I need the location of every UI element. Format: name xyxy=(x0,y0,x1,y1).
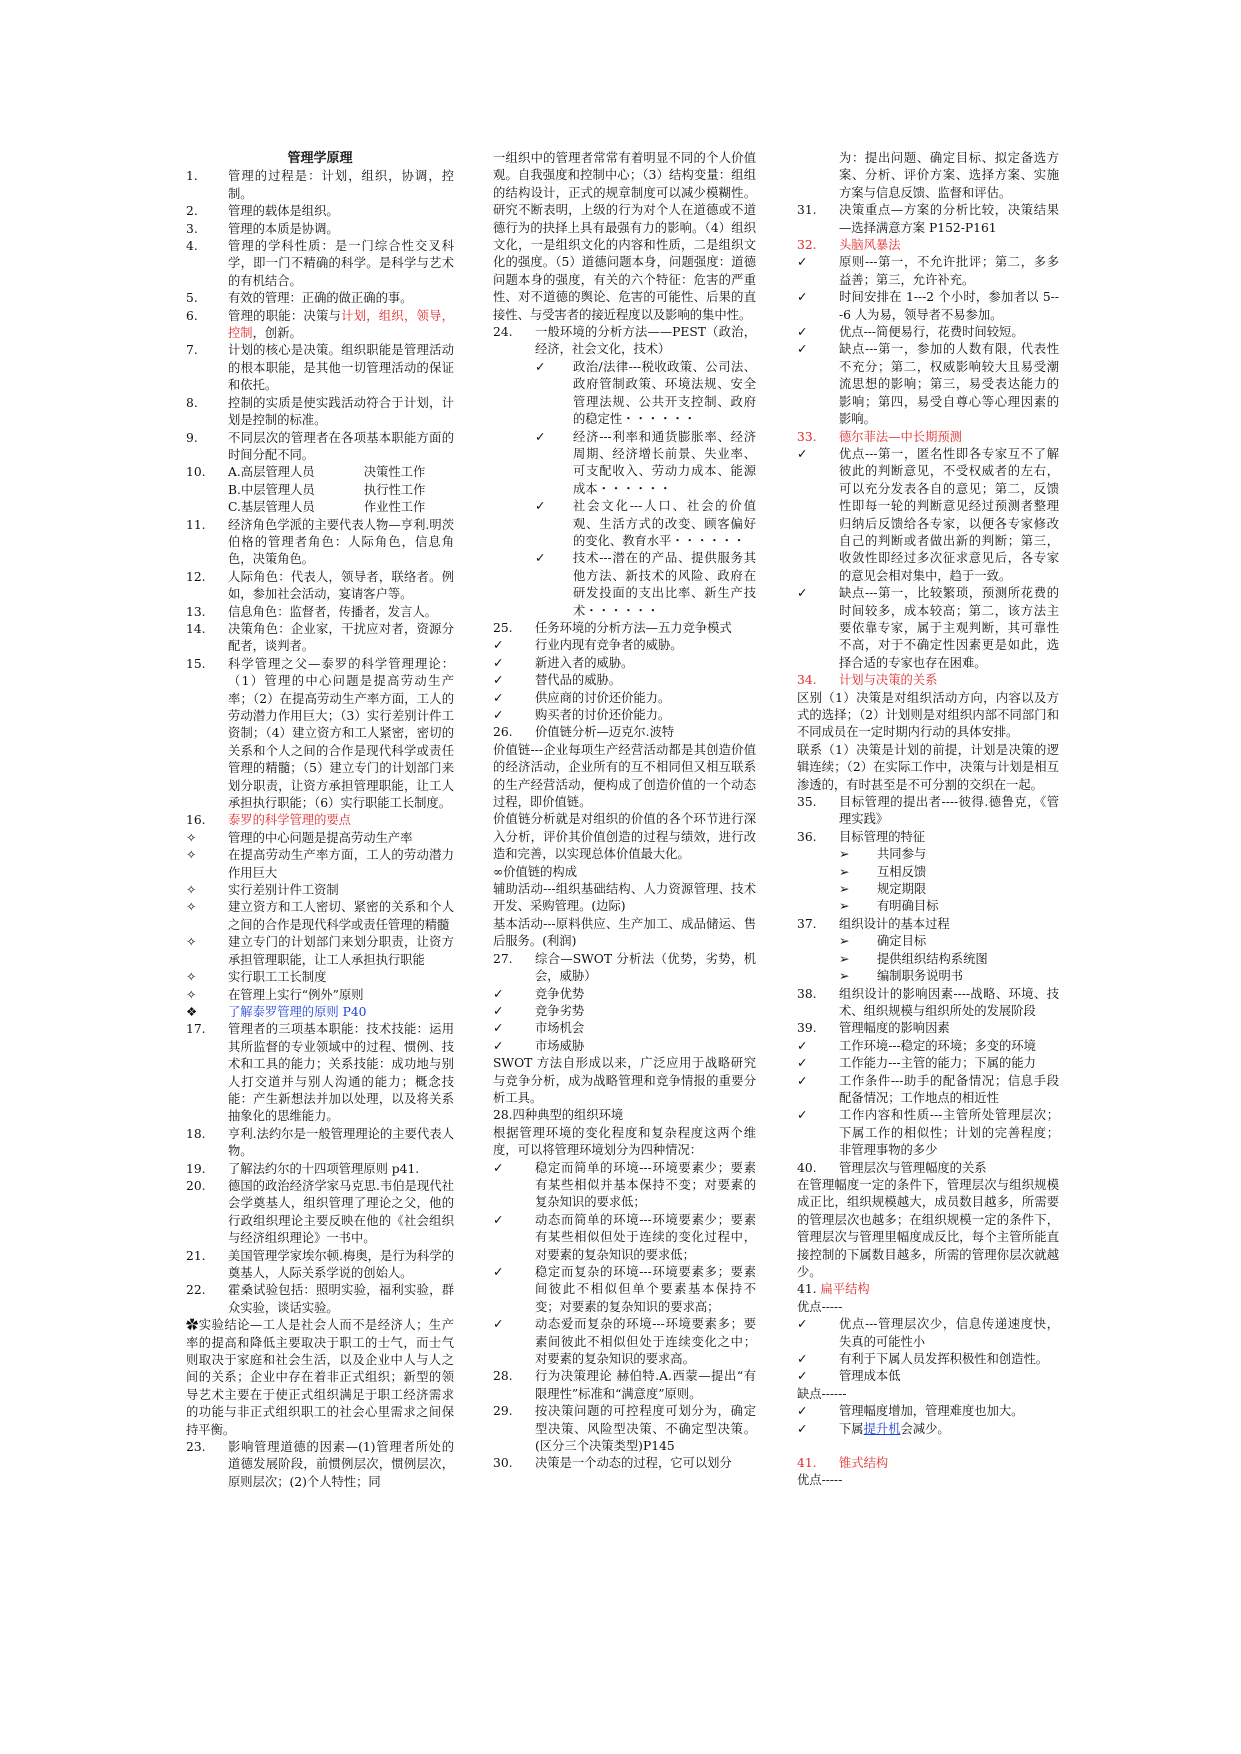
list-item xyxy=(493,655,756,672)
item-text: 新进入者的威胁。 xyxy=(535,655,634,670)
checkmark-icon: ✓ xyxy=(797,1108,808,1123)
list-item xyxy=(535,550,756,620)
list-item xyxy=(797,1107,1059,1159)
arrow-bullet-icon: ➢ xyxy=(839,847,850,862)
column-right xyxy=(797,150,1059,1490)
col3-entry-38-part-0: 下属 xyxy=(839,1421,864,1436)
list-item xyxy=(186,238,454,290)
checkmark-icon: ✓ xyxy=(493,673,504,688)
item-number: 14. xyxy=(186,621,206,636)
item-number: 7. xyxy=(186,343,198,358)
item-text: 行业内现有竞争者的威胁。 xyxy=(535,638,683,653)
checkmark-icon: ✓ xyxy=(493,638,504,653)
list-item xyxy=(493,1368,756,1403)
list-item xyxy=(797,1073,1059,1108)
paragraph: 根据管理环境的变化程度和复杂程度这两个维度，可以将管理环境划分为四种情况： xyxy=(493,1125,756,1158)
item-number: 22. xyxy=(186,1283,206,1298)
item-text: 市场威胁 xyxy=(535,1038,585,1053)
list-item xyxy=(186,934,454,969)
checkmark-icon: ✓ xyxy=(797,1421,808,1436)
col1-entry-10-line-0: A.高层管理人员 决策性工作 xyxy=(228,465,426,480)
checkmark-icon: ✓ xyxy=(797,1073,808,1088)
list-item xyxy=(797,1403,1059,1420)
item-text: 组织设计的影响因素----战略、环境、技术、组织规模与组织所处的发展阶段 xyxy=(839,986,1059,1018)
item-number: 3. xyxy=(186,221,198,236)
item-text: 综合—SWOT 分析法（优势，劣势，机会，威胁） xyxy=(535,951,756,984)
list-item xyxy=(186,308,454,343)
item-text: 建立资方和工人密切、紧密的关系和个人之间的合作是现代科学或责任管理的精髓 xyxy=(228,900,454,932)
item-text: 动态而简单的环境---环境要素少；要素有某些相似但处于连续的变化过程中，对要素的复杂知识的要求低； xyxy=(535,1212,756,1262)
arrow-bullet-icon: ➢ xyxy=(839,882,850,897)
list-item xyxy=(493,1212,756,1264)
item-text: 管理幅度的影响因素 xyxy=(839,1021,950,1036)
checkmark-icon: ✓ xyxy=(493,1038,504,1053)
checkmark-icon: ✓ xyxy=(493,1160,504,1175)
list-item xyxy=(186,1126,454,1161)
list-item xyxy=(186,1248,454,1283)
item-text: 管理的本质是协调。 xyxy=(228,221,339,236)
list-item xyxy=(493,637,756,654)
item-text: 动态爱而复杂的环境---环境要素多；要素间彼此不相似但处于连续变化之中；对要素的复杂知识的要求高。 xyxy=(535,1317,756,1367)
item-number: 34. xyxy=(797,673,817,688)
list-item xyxy=(186,1282,454,1317)
list-item xyxy=(493,1455,756,1472)
list-item xyxy=(797,289,1059,324)
checkmark-icon: ✓ xyxy=(797,1056,808,1071)
list-item xyxy=(797,1038,1059,1055)
checkmark-icon: ✓ xyxy=(797,325,808,340)
item-number: 29. xyxy=(493,1404,513,1419)
item-text: 工作能力---主管的能力；下属的能力 xyxy=(839,1056,1036,1071)
list-item xyxy=(186,430,454,465)
list-item xyxy=(186,569,454,604)
item-number: 40. xyxy=(797,1160,817,1175)
column-left xyxy=(186,150,454,1491)
checkmark-icon: ✓ xyxy=(797,290,808,305)
list-item xyxy=(186,621,454,656)
item-text: 在提高劳动生产率方面，工人的劳动潜力作用巨大 xyxy=(228,848,454,880)
item-text: 科学管理之父—泰罗的科学管理理论：（1）管理的中心问题是提高劳动生产率；（2）在提高劳动生产率方面，工人的劳动潜力作用巨大；（3）实行差别计件工资制；（4）建立资方和工人紧密，密切的关系和个人之间的合作是现代科学或责任管理的精髓；（5）建立专门的计划部门来划分职责，让资方承担管理职能，让工人承担执行职能；（6）实行职能工长制度。 xyxy=(228,656,454,811)
list-item xyxy=(797,1020,1059,1037)
checkmark-icon: ✓ xyxy=(797,1352,808,1367)
diamond-bullet-icon: ❖ xyxy=(186,1004,198,1019)
checkmark-icon: ✓ xyxy=(797,586,808,601)
list-item xyxy=(797,585,1059,672)
item-number: 21. xyxy=(186,1248,206,1263)
item-number: 20. xyxy=(186,1178,206,1193)
col1-entry-6-part-2: ，创新。 xyxy=(252,326,302,341)
paragraph: 优点----- xyxy=(797,1473,843,1488)
item-text: 技术---潜在的产品、提供服务其他方法、新技术的风险、政府在研发投面的支出比率、新生产技术・・・・・・ xyxy=(573,551,756,618)
checkmark-icon: ✓ xyxy=(493,708,504,722)
item-text xyxy=(839,1421,1059,1438)
list-item xyxy=(493,620,756,637)
star-bullet-icon: ✧ xyxy=(186,830,197,845)
item-text: 编制职务说明书 xyxy=(877,969,964,984)
item-number: 13. xyxy=(186,604,206,619)
item-text: 信息角色：监督者，传播者，发言人。 xyxy=(228,604,438,619)
arrow-bullet-icon: ➢ xyxy=(839,951,850,966)
list-item xyxy=(797,1351,1059,1368)
list-item xyxy=(797,254,1059,289)
item-text: 行为决策理论 赫伯特.A.西蒙—提出“有限理性”标准和“满意度”原则。 xyxy=(535,1369,756,1401)
paragraph: 为：提出问题、确定目标、拟定备选方案、分析、评价方案、选择方案、实施方案与信息反馈、监督和评估。 xyxy=(839,151,1059,200)
checkmark-icon: ✓ xyxy=(493,1021,504,1036)
item-text: 提供组织结构系统图 xyxy=(877,951,988,966)
checkmark-icon: ✓ xyxy=(493,690,504,705)
list-item xyxy=(493,672,756,689)
item-text: 规定期限 xyxy=(877,882,927,897)
list-item xyxy=(186,1161,454,1178)
col3-entry-38-part-1[interactable]: 提升机 xyxy=(863,1421,901,1436)
col1-entry-6-part-0: 管理的职能：决策与 xyxy=(228,308,342,323)
list-item xyxy=(493,1264,756,1316)
list-item xyxy=(839,968,1059,985)
item-text: 计划与决策的关系 xyxy=(839,673,938,688)
item-number: 16. xyxy=(186,813,206,828)
list-item xyxy=(535,498,756,550)
item-text: 优点---第一，匿名性即各专家互不了解彼此的判断意见，不受权威者的左右，可以充分发表各自的意见；第二，反馈性即每一轮的判断意见经过预测者整理归纳后反馈给各专家，以便各专家修改自己的判断或者做出新的判断；第三，收敛性即经过多次征求意见后，各专家的意见会相对集中，趋于一致。 xyxy=(839,446,1059,583)
item-text: 缺点---第一，参加的人数有限，代表性不充分；第二，权威影响较大且易受潮流思想的影响；第三，易受表达能力的影响；第四，易受自尊心等心理因素的影响。 xyxy=(839,342,1059,427)
col3-entry-31-part-1: 扁平结构 xyxy=(820,1282,870,1297)
item-text: 竞争劣势 xyxy=(535,1003,585,1018)
list-item xyxy=(493,1038,756,1055)
list-item xyxy=(493,690,756,707)
list-item xyxy=(186,812,454,829)
item-text: 有效的管理：正确的做正确的事。 xyxy=(228,291,413,306)
list-item xyxy=(186,464,454,516)
item-text: 锥式结构 xyxy=(839,1456,889,1471)
item-text xyxy=(228,308,454,343)
list-item xyxy=(839,881,1059,898)
item-number: 39. xyxy=(797,1021,817,1036)
item-text: 有利于下属人员发挥积极性和创造性。 xyxy=(839,1352,1049,1367)
item-text: 实行差别计件工资制 xyxy=(228,883,339,898)
list-item xyxy=(493,724,756,741)
paragraph: 在管理幅度一定的条件下，管理层次与组织规模成正比，组织规模越大，成员数目越多，所需要的管理层次也越多；在组织规模一定的条件下，管理层次与管理里幅度成反比，每个主管所能直接控制的下属数目越多，所需的管理你层次就越少。 xyxy=(797,1177,1059,1279)
list-item xyxy=(186,168,454,203)
item-text: 管理成本低 xyxy=(839,1369,901,1384)
paragraph: 一组织中的管理者常常有着明显不同的个人价值观。自我强度和控制中心；（3）结构变量：组组的结构设计，正式的规章制度可以减少模糊性。研究不断表明，上级的行为对个人在道德或不道德行为的抉择上具有最强有力的影响。（4）组织文化，一是组织文化的内容和性质，二是组织文化的强度。（5）道德问题本身，问题强度：道德问题本身的强度，有关的六个特征：危害的严重性、对不道德的舆论、危害的可能性、后果的直接性、与受害者的接近程度以及影响的集中性。 xyxy=(493,151,756,322)
item-text: 目标管理的提出者----彼得.德鲁克，《管理实践》 xyxy=(839,795,1059,827)
item-text xyxy=(228,464,454,516)
paragraph: 价值链分析就是对组织的价值的各个环节进行深入分析，评价其价值创造的过程与绩效，进行改造和完善，以实现总体价值最大化。 xyxy=(493,812,756,862)
checkmark-icon: ✓ xyxy=(493,1003,504,1018)
item-number: 23. xyxy=(186,1440,206,1455)
paragraph: SWOT 方法自形成以来，广泛应用于战略研究与竞争分析，成为战略管理和竞争情报的重要分析工具。 xyxy=(493,1056,756,1105)
list-item xyxy=(186,290,454,307)
checkmark-icon: ✓ xyxy=(797,342,808,357)
list-item xyxy=(797,1421,1059,1438)
checkmark-icon: ✓ xyxy=(493,986,504,1001)
item-text: 购买者的讨价还价能力。 xyxy=(535,708,671,722)
item-text: 经济角色学派的主要代表人物—亨利.明茨伯格的管理者角色：人际角色，信息角色，决策角色。 xyxy=(228,517,454,567)
item-text: 决策重点—方案的分析比较，决策结果—选择满意方案 P152-P161 xyxy=(839,203,1059,235)
item-number: 38. xyxy=(797,986,817,1001)
col1-entry-10-line-2: C.基层管理人员 作业性工作 xyxy=(228,500,426,515)
list-item xyxy=(797,237,1059,254)
list-item xyxy=(797,341,1059,428)
checkmark-icon: ✓ xyxy=(493,1265,504,1279)
item-number: 25. xyxy=(493,620,513,635)
item-text: 德国的政治经济学家马克思.韦伯是现代社会学奠基人，组织管理了理论之父，他的行政组织理论主要反映在他的《社会组织与经济组织理论》一书中。 xyxy=(228,1178,454,1246)
paragraph: 优点----- xyxy=(797,1299,843,1314)
paragraph xyxy=(797,1281,1059,1298)
checkmark-icon: ✓ xyxy=(535,359,546,374)
list-item xyxy=(493,1160,756,1212)
item-text: 共同参与 xyxy=(877,847,927,862)
list-item xyxy=(839,951,1059,968)
item-text: 管理的载体是组织。 xyxy=(228,204,339,219)
list-item xyxy=(797,1455,1059,1472)
item-text: 社会文化---人口、社会的价值观、生活方式的改变、顾客偏好的变化、教育水平・・・・・・ xyxy=(573,499,756,548)
star-bullet-icon: ✧ xyxy=(186,970,197,985)
checkmark-icon: ✓ xyxy=(493,655,504,670)
paragraph: 辅助活动---组织基础结构、人力资源管理、技术开发、采购管理。(边际) xyxy=(493,882,756,914)
col3-entry-38-part-2: 会减少。 xyxy=(900,1421,950,1436)
item-text: 有明确目标 xyxy=(877,899,939,914)
item-number: 32. xyxy=(797,238,817,253)
item-text: 决策是一个动态的过程，它可以划分 xyxy=(535,1456,732,1471)
item-text: 亨利.法约尔是一般管理理论的主要代表人物。 xyxy=(228,1126,454,1159)
arrow-bullet-icon: ➢ xyxy=(839,899,850,914)
item-text: 管理的中心问题是提高劳动生产率 xyxy=(228,830,413,845)
item-number: 12. xyxy=(186,569,206,584)
item-text: 管理的过程是：计划，组织，协调，控制。 xyxy=(228,169,454,201)
list-item xyxy=(797,446,1059,585)
list-item xyxy=(186,395,454,430)
item-number: 17. xyxy=(186,1022,206,1037)
checkmark-icon: ✓ xyxy=(493,1317,504,1332)
list-item xyxy=(535,429,756,499)
item-text: 优点---简便易行，花费时间较短。 xyxy=(839,325,1024,340)
list-item xyxy=(797,1160,1059,1177)
item-text: 互相反馈 xyxy=(877,864,927,879)
item-text: 稳定而复杂的环境---环境要素多；要素间彼此不相似但单个要素基本保持不变；对要素的复杂知识的要求高； xyxy=(535,1265,756,1314)
item-text: 了解法约尔的十四项管理原则 p41. xyxy=(228,1161,420,1176)
paragraph: 区别（1）决策是对组织活动方向，内容以及方式的选择；（2）计划则是对组织内部不同部门和不同成员在一定时期内行动的具体安排。 xyxy=(797,690,1059,740)
item-number: 2. xyxy=(186,204,198,219)
item-text: 管理的学科性质：是一门综合性交叉科学，即一门不精确的科学。是科学与艺术的有机结合。 xyxy=(228,239,454,288)
list-item xyxy=(797,794,1059,829)
item-text: 决策角色：企业家，干扰应对者，资源分配者，谈判者。 xyxy=(228,621,454,654)
list-item xyxy=(797,1316,1059,1351)
item-text: 目标管理的特征 xyxy=(839,829,926,844)
item-text: 工作条件---助手的配备情况；信息手段配备情况；工作地点的相近性 xyxy=(839,1073,1059,1105)
item-number: 18. xyxy=(186,1126,206,1141)
item-text: 泰罗的科学管理的要点 xyxy=(228,813,351,828)
item-text: 影响管理道德的因素—(1)管理者所处的道德发展阶段，前惯例层次，惯例层次，原则层次；(2)个人特性；同 xyxy=(228,1440,454,1489)
item-text: 经济---利率和通货膨胀率、经济周期、经济增长前景、失业率、可支配收入、劳动力成本、能源成本・・・・・・ xyxy=(573,429,756,496)
list-item xyxy=(839,864,1059,881)
list-item xyxy=(493,951,756,986)
paragraph: 联系（1）决策是计划的前提，计划是决策的逻辑连续；（2）在实际工作中，决策与计划是相互渗透的，有时甚至是不可分割的交织在一起。 xyxy=(797,742,1059,792)
item-text: 工作内容和性质---主管所处管理层次；下属工作的相似性；计划的完善程度；非管理事物的多少 xyxy=(839,1108,1059,1158)
item-number: 4. xyxy=(186,239,198,254)
paragraph: ∞价值链的构成 xyxy=(493,864,578,879)
paragraph: ✿实验结论—工人是社会人而不是经济人；生产率的提高和降低主要取决于职工的士气，而士气则取决于家庭和社会生活，以及企业中人与人之间的关系；企业中存在着非正式组织；新型的领导艺术主要在于使正式组织满足于职工经济需求的功能与非正式组织职工的社会心里需求之间保持平衡。 xyxy=(186,1318,454,1437)
item-number: 36. xyxy=(797,829,817,844)
list-item xyxy=(186,604,454,621)
item-text: 按决策问题的可控程度可划分为，确定型决策、风险型决策、不确定型决策。(区分三个决策类型)P145 xyxy=(535,1404,756,1454)
checkmark-icon: ✓ xyxy=(535,551,546,566)
list-item xyxy=(186,221,454,238)
list-item xyxy=(797,1368,1059,1385)
list-item xyxy=(186,987,454,1004)
list-item xyxy=(186,1004,454,1021)
item-text: 管理幅度增加，管理难度也加大。 xyxy=(839,1404,1024,1419)
item-text: 了解泰罗管理的原则 P40 xyxy=(228,1004,367,1019)
list-item xyxy=(186,830,454,847)
list-item xyxy=(797,986,1059,1021)
list-item xyxy=(493,324,756,359)
item-number: 35. xyxy=(797,795,817,810)
col3-entry-31-part-0: 41. xyxy=(797,1282,821,1297)
list-item xyxy=(186,899,454,934)
list-item xyxy=(797,429,1059,446)
item-number: 28. xyxy=(493,1369,513,1384)
item-number: 19. xyxy=(186,1161,206,1176)
checkmark-icon: ✓ xyxy=(797,1404,808,1419)
arrow-bullet-icon: ➢ xyxy=(839,969,850,984)
page-title: 管理学原理 xyxy=(287,151,353,166)
star-bullet-icon: ✧ xyxy=(186,935,197,950)
list-item xyxy=(493,1403,756,1455)
item-text: 实行职工工长制度 xyxy=(228,970,327,985)
paragraph: 28.四种典型的组织环境 xyxy=(493,1108,624,1123)
star-bullet-icon: ✧ xyxy=(186,848,197,863)
list-item xyxy=(186,342,454,394)
list-item xyxy=(797,324,1059,341)
item-text: 不同层次的管理者在各项基本职能方面的时间分配不同。 xyxy=(228,430,454,462)
checkmark-icon: ✓ xyxy=(797,255,808,270)
item-text: 竞争优势 xyxy=(535,986,585,1001)
list-item xyxy=(797,672,1059,689)
item-number: 41. xyxy=(797,1456,817,1471)
star-bullet-icon: ✧ xyxy=(186,883,197,898)
item-text: 头脑风暴法 xyxy=(839,238,901,253)
item-number: 37. xyxy=(797,916,817,931)
list-item xyxy=(797,202,1059,237)
item-text: 建立专门的计划部门来划分职责，让资方承担管理职能，让工人承担执行职能 xyxy=(228,935,454,967)
item-text: 美国管理学家埃尔顿.梅奥，是行为科学的奠基人，人际关系学说的创始人。 xyxy=(228,1248,454,1280)
list-item xyxy=(186,882,454,899)
star-bullet-icon: ✧ xyxy=(186,987,197,1002)
list-item xyxy=(797,1055,1059,1072)
item-text: 组织设计的基本过程 xyxy=(839,916,950,931)
item-number: 5. xyxy=(186,291,198,306)
list-item xyxy=(493,986,756,1003)
item-number: 30. xyxy=(493,1456,513,1471)
checkmark-icon: ✓ xyxy=(797,1317,808,1332)
item-text: 供应商的讨价还价能力。 xyxy=(535,690,671,705)
item-text: 稳定而简单的环境---环境要素少；要素有某些相似并基本保持不变；对要素的复杂知识的要求低； xyxy=(535,1160,756,1210)
star-bullet-icon: ✧ xyxy=(186,900,197,915)
item-text: 计划的核心是决策。组织职能是管理活动的根本职能，是其他一切管理活动的保证和依托。 xyxy=(228,343,454,393)
item-number: 10. xyxy=(186,465,206,480)
checkmark-icon: ✓ xyxy=(797,446,808,461)
checkmark-icon: ✓ xyxy=(535,429,546,444)
item-number: 1. xyxy=(186,169,198,184)
list-item xyxy=(493,1003,756,1020)
checkmark-icon: ✓ xyxy=(797,1369,808,1384)
list-item xyxy=(186,203,454,220)
list-item xyxy=(186,656,454,813)
arrow-bullet-icon: ➢ xyxy=(839,864,850,879)
item-number: 26. xyxy=(493,725,513,740)
paragraph: 缺点------ xyxy=(797,1386,847,1401)
checkmark-icon: ✓ xyxy=(493,1212,504,1227)
item-text: 在管理上实行“例外”原则 xyxy=(228,987,364,1002)
checkmark-icon: ✓ xyxy=(535,499,546,514)
item-text: 人际角色：代表人，领导者，联络者。例如，参加社会活动，宴请客户等。 xyxy=(228,569,454,602)
item-text: 优点---管理层次少，信息传递速度快，失真的可能性小 xyxy=(839,1317,1059,1349)
item-text: 德尔菲法—中长期预测 xyxy=(839,429,962,444)
list-item xyxy=(186,1439,454,1491)
item-text: 控制的实质是使实践活动符合于计划，计划是控制的标准。 xyxy=(228,395,454,428)
item-text: 替代品的威胁。 xyxy=(535,673,622,688)
list-item xyxy=(493,1316,756,1368)
paragraph: 基本活动---原料供应、生产加工、成品储运、售后服务。(利润) xyxy=(493,916,756,949)
list-item xyxy=(839,846,1059,863)
column-middle xyxy=(493,150,756,1473)
item-text: 缺点---第一，比较繁琐，预测所花费的时间较多，成本较高；第二，该方法主要依靠专家，属于主观判断，其可靠性不高，对于不确定性因素更是如此，选择合适的专家也存在困难。 xyxy=(839,586,1059,670)
item-text: 原则---第一，不允许批评；第二，多多益善；第三，允许补充。 xyxy=(839,255,1059,287)
item-number: 31. xyxy=(797,203,817,218)
list-item xyxy=(186,517,454,569)
list-item xyxy=(839,898,1059,915)
list-item xyxy=(186,1021,454,1125)
item-text: 价值链分析—迈克尔.波特 xyxy=(535,725,675,740)
checkmark-icon: ✓ xyxy=(797,1038,808,1053)
list-item xyxy=(493,1020,756,1037)
item-number: 9. xyxy=(186,430,198,445)
list-item xyxy=(493,707,756,724)
item-text: 霍桑试验包括：照明实验，福利实验，群众实验，谈话实验。 xyxy=(228,1283,454,1315)
item-text: 工作环境---稳定的环境；多变的环境 xyxy=(839,1038,1036,1053)
item-text: 任务环境的分析方法—五力竞争模式 xyxy=(535,620,732,635)
item-text: 政治/法律---税收政策、公司法、政府管制政策、环境法规、安全管理法规、公共开支控制、政府的稳定性・・・・・・ xyxy=(573,359,756,427)
list-item xyxy=(186,847,454,882)
col1-entry-6-part-1: 计划，组织，领导，控制 xyxy=(228,308,454,341)
list-item xyxy=(535,359,756,429)
item-number: 24. xyxy=(493,325,513,340)
item-text: 市场机会 xyxy=(535,1021,585,1036)
item-number: 11. xyxy=(186,517,206,532)
item-number: 27. xyxy=(493,951,513,966)
item-text: 时间安排在 1---2 个小时，参加者以 5---6 人为易，领导者不易参加。 xyxy=(839,290,1059,322)
item-number: 33. xyxy=(797,429,817,444)
list-item xyxy=(797,829,1059,846)
paragraph: 价值链---企业每项生产经营活动都是其创造价值的经济活动，企业所有的互不相同但又相互联系的生产经营活动，便构成了创造价值的一个动态过程，即价值链。 xyxy=(493,742,756,810)
item-number: 8. xyxy=(186,395,198,410)
col1-entry-10-line-1: B.中层管理人员 执行性工作 xyxy=(228,482,426,497)
item-number: 6. xyxy=(186,308,198,323)
list-item xyxy=(839,933,1059,950)
item-text: 管理层次与管理幅度的关系 xyxy=(839,1160,987,1175)
list-item xyxy=(186,1178,454,1248)
list-item xyxy=(797,916,1059,933)
spacer xyxy=(797,1438,1059,1455)
item-number: 15. xyxy=(186,656,206,671)
item-text: 一般环境的分析方法——PEST（政治，经济，社会文化，技术） xyxy=(535,325,756,357)
list-item xyxy=(186,969,454,986)
item-text: 管理者的三项基本职能：技术技能：运用其所监督的专业领域中的过程、惯例、技术和工具的能力；关系技能：成功地与别人打交道并与别人沟通的能力；概念技能：产生新想法并加以处理，以及将关系抽象化的思维能力。 xyxy=(228,1022,454,1124)
arrow-bullet-icon: ➢ xyxy=(839,934,850,949)
item-text: 确定目标 xyxy=(877,934,927,949)
